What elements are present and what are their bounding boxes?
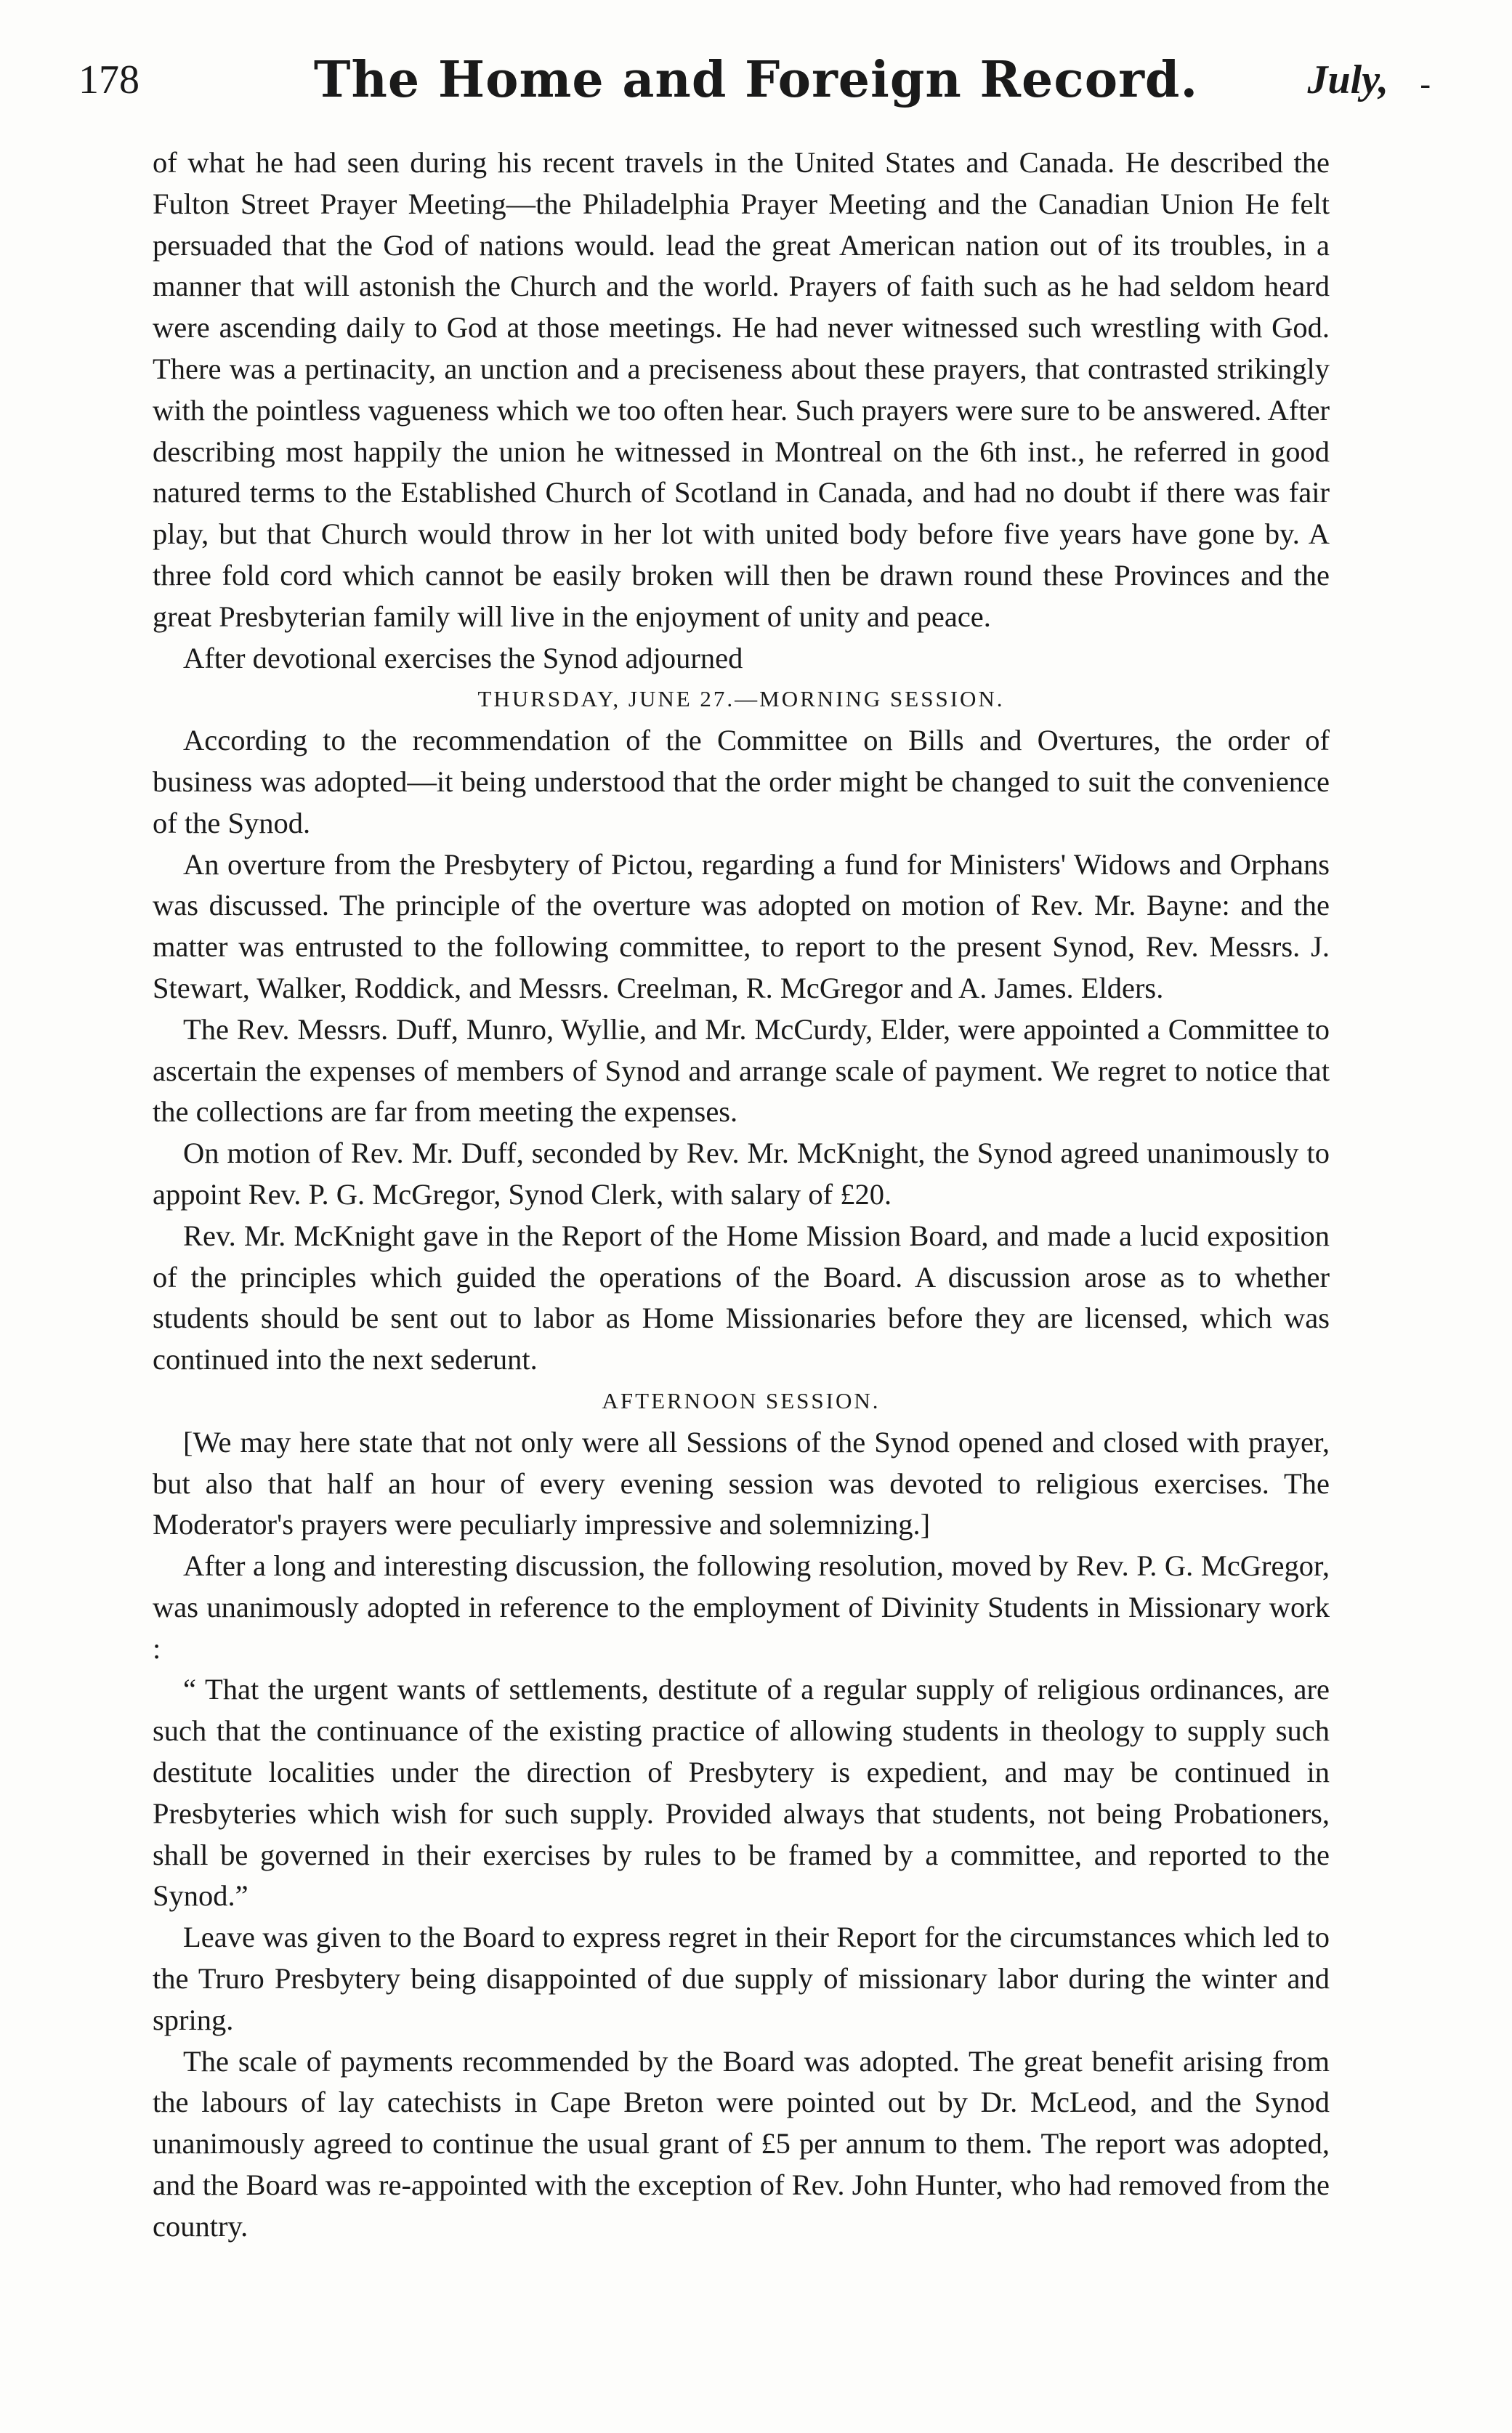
paragraph: After devotional exercises the Synod adjourned	[183, 641, 743, 674]
running-month: July,	[1307, 57, 1388, 102]
resolution-quote: “ That the urgent wants of settlements, destitute of a regular supply of religious ordinances, are such that the continuance of the existing practice of allowing students in theology to supply such destitute localities under the direction of Presbytery is expedient, and may be continued in Presbyteries which wish for such supply. Provided always that students, not being Probationers, shall be governed in their exercises by rules to be framed by a committee, and reported to the Synod.”	[153, 1673, 1330, 1913]
paragraph: Rev. Mr. McKnight gave in the Report of the Home Mission Board, and made a lucid exposition of the principles which guided the operations of the Board. A discussion arose as to whether students should be sent out to labor as Home Missionaries before they are licensed, which was continued into the next sederunt.	[153, 1219, 1330, 1376]
paragraph: The Rev. Messrs. Duff, Munro, Wyllie, and Mr. McCurdy, Elder, were appointed a Committee to ascertain the expenses of members of Synod and arrange scale of payment. We regret to notice that the collections are far from meeting the expenses.	[153, 1012, 1330, 1129]
paragraph: The scale of payments recommended by the Board was adopted. The great benefit arising from the labours of lay catechists in Cape Breton were pointed out by Dr. McLeod, and the Synod unanimously agreed to continue the usual grant of £5 per annum to them. The report was adopted, and the Board was re-appointed with the exception of Rev. John Hunter, who had removed from the country.	[153, 2044, 1330, 2243]
session-heading-afternoon: AFTERNOON SESSION.	[602, 1387, 881, 1413]
paragraph: Leave was given to the Board to express regret in their Report for the circumstances which led to the Truro Presbytery being disappointed of due supply of missionary labor during the winter and spring.	[153, 1921, 1330, 2036]
paragraph: On motion of Rev. Mr. Duff, seconded by Rev. Mr. McKnight, the Synod agreed unanimously to appoint Rev. P. G. McGregor, Synod Clerk, with salary of £20.	[153, 1137, 1330, 1211]
article-body	[153, 142, 1330, 2248]
running-title: The Home and Foreign Record.	[313, 51, 1199, 109]
paragraph: After a long and interesting discussion, the following resolution, moved by Rev. P. G. McGregor, was unanimously adopted in reference to the employment of Divinity Students in Missionary work :	[153, 1549, 1330, 1665]
corner-mark: -	[1420, 66, 1431, 102]
paragraph: An overture from the Presbytery of Pictou, regarding a fund for Ministers' Widows and Orphans was discussed. The principle of the overture was adopted on motion of Rev. Mr. Bayne: and the matter was entrusted to the following committee, to report to the present Synod, Rev. Messrs. J. Stewart, Walker, Roddick, and Messrs. Creelman, R. McGregor and A. James. Elders.	[153, 847, 1330, 1004]
session-heading-morning: THURSDAY, JUNE 27.—MORNING SESSION.	[477, 686, 1005, 712]
page-number: 178	[78, 57, 140, 102]
paragraph: [We may here state that not only were all Sessions of the Synod opened and closed with prayer, but also that half an hour of every evening session was devoted to religious exercises. The Moderator's prayers were peculiarly impressive and solemnizing.]	[153, 1425, 1330, 1541]
paragraph: of what he had seen during his recent travels in the United States and Canada. He described the Fulton Street Prayer Meeting—the Philadelphia Prayer Meeting and the Canadian Union He felt persuaded that the God of nations would. lead the great American nation out of its troubles, in a manner that will astonish the Church and the world. Prayers of faith such as he had seldom heard were ascending daily to God at those meetings. He had never witnessed such wrestling with God. There was a pertinacity, an unction and a preciseness about these prayers, that contrasted strikingly with the pointless vagueness which we too often hear. Such prayers were sure to be answered. After describing most happily the union he witnessed in Montreal on the 6th inst., he referred in good natured terms to the Established Church of Scotland in Canada, and had no doubt if there was fair play, but that Church would throw in her lot with united body before five years have gone by. A three fold cord which cannot be easily broken will then be drawn round these Provinces and the great Presbyterian family will live in the enjoyment of unity and peace.	[153, 146, 1330, 633]
page-header	[0, 29, 1512, 124]
paragraph: According to the recommendation of the Committee on Bills and Overtures, the order of business was adopted—it being understood that the order might be changed to suit the convenience of the Synod.	[153, 724, 1330, 839]
